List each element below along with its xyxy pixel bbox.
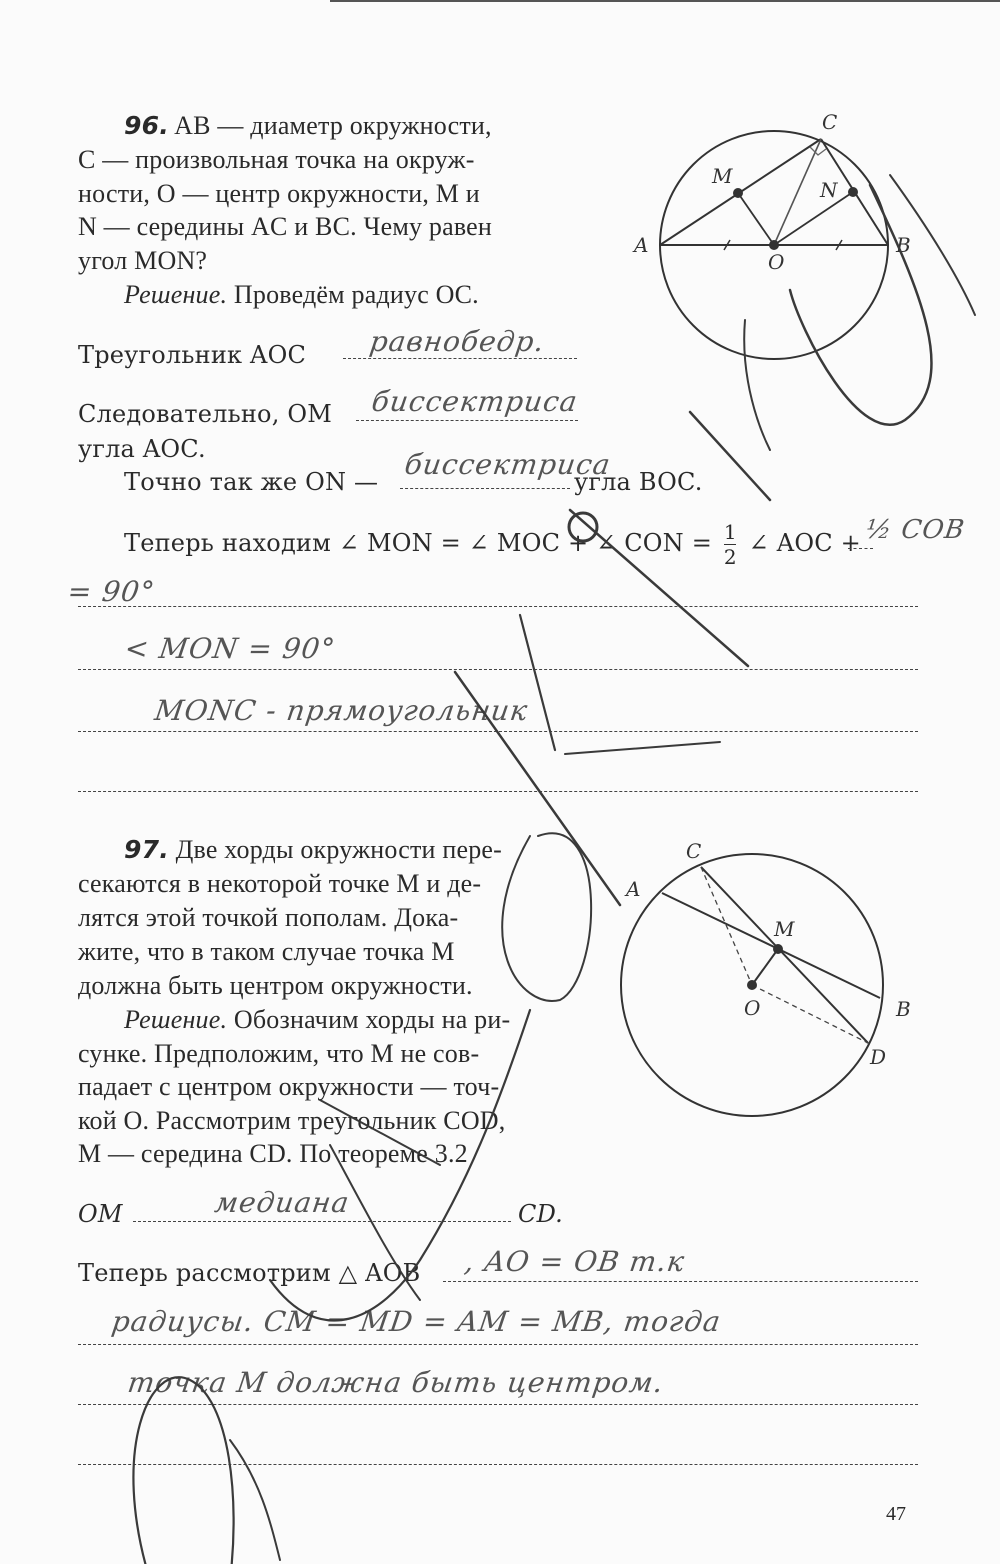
handwritten-answer-2: биссектриса (369, 385, 580, 418)
problem-96-om-suffix: угла AOC. (78, 435, 206, 463)
problem-97-om-suffix: CD. (518, 1200, 563, 1228)
svg-text:A: A (634, 233, 649, 257)
problem-96-on-suffix: угла BOC. (574, 468, 703, 496)
answer-blank-1[interactable] (343, 358, 577, 359)
problem-97-solution-line-1: Решение. Обозначим хорды на ри- (124, 1005, 511, 1034)
problem-96-on-label: Точно так же ON — (124, 468, 379, 496)
figure-97-circle-diagram (610, 830, 930, 1140)
writing-line-97-1[interactable] (78, 1344, 918, 1345)
writing-line-97-2[interactable] (78, 1404, 918, 1405)
answer-blank-formula[interactable] (848, 548, 873, 549)
handwritten-answer-aob: , AO = OB т.к (462, 1245, 688, 1278)
problem-97-om-label: OM (78, 1200, 123, 1228)
problem-97-line-4: жите, что в таком случае точка M (78, 937, 455, 966)
problem-97-line-1: 97. Две хорды окружности пере- (124, 835, 502, 864)
handwritten-line-97-1: радиусы. CM = MD = AM = MB, тогда (109, 1305, 724, 1338)
svg-text:D: D (870, 1045, 887, 1069)
problem-96-line-4: N — середины AC и BC. Чему равен (78, 212, 493, 241)
svg-text:B: B (896, 233, 911, 257)
problem-96-om-label: Следовательно, OM (78, 400, 333, 428)
problem-96-line-1: 96. AB — диаметр окружности, (124, 111, 492, 140)
answer-blank-3[interactable] (400, 488, 570, 489)
svg-text:M: M (712, 164, 733, 188)
fraction-half: $\frac{1}{2}$ (723, 520, 737, 569)
answer-blank-om[interactable] (133, 1221, 511, 1222)
problem-97-solution-line-3: падает с центром окружности — точ- (78, 1072, 500, 1101)
problem-97-aob-label: Теперь рассмотрим △ AOB (78, 1259, 421, 1287)
handwritten-line-3: MONC - прямоугольник (152, 694, 531, 727)
problem-96-formula: Теперь находим ∠ MON = ∠ MOC + ∠ CON = $\frac{1}{2}$ ∠ AOC + (124, 520, 861, 569)
svg-text:C: C (686, 839, 702, 863)
writing-line-97-3[interactable] (78, 1464, 918, 1465)
problem-97-solution-line-5: M — середина CD. По теореме 3.2 (78, 1139, 468, 1168)
svg-text:C: C (822, 110, 838, 134)
handwritten-answer-1: равнобедр. (367, 325, 547, 358)
handwritten-formula-answer: ½ COB (863, 515, 967, 545)
page-number: 47 (886, 1503, 906, 1525)
writing-line-2[interactable] (78, 669, 918, 670)
problem-97-number: 97. (124, 835, 169, 864)
problem-97-line-5: должна быть центром окружности. (78, 971, 473, 1000)
problem-96-line-2: C — произвольная точка на окруж- (78, 145, 475, 174)
svg-text:N: N (820, 178, 838, 202)
page-top-edge (330, 0, 1000, 2)
problem-96-line-5: угол MON? (78, 246, 208, 275)
handwritten-answer-3: биссектриса (402, 448, 613, 481)
writing-line-1[interactable] (78, 606, 918, 607)
svg-text:O: O (768, 250, 785, 274)
svg-text:O: O (744, 996, 761, 1020)
handwritten-line-2: < MON = 90° (122, 632, 338, 665)
handwritten-line-1: = 90° (65, 575, 158, 608)
problem-97-line-2: секаются в некоторой точке M и де- (78, 869, 482, 898)
writing-line-3[interactable] (78, 731, 918, 732)
svg-text:M: M (774, 917, 795, 941)
problem-97-solution-line-4: кой O. Рассмотрим треугольник COD, (78, 1106, 506, 1135)
problem-96-number: 96. (124, 111, 169, 140)
problem-96-line-3: ности, O — центр окружности, M и (78, 179, 480, 208)
handwritten-answer-om: медиана (212, 1186, 352, 1219)
problem-97-solution-line-2: сунке. Предположим, что M не сов- (78, 1039, 480, 1068)
writing-line-4[interactable] (78, 791, 918, 792)
figure-96-circle-diagram (620, 105, 920, 385)
answer-blank-aob[interactable] (443, 1281, 918, 1282)
answer-blank-2[interactable] (356, 420, 578, 421)
handwritten-line-97-2: точка M должна быть центром. (125, 1366, 666, 1399)
svg-text:A: A (626, 877, 641, 901)
problem-96-triangle-label: Треугольник AOC (78, 341, 307, 369)
svg-text:B: B (896, 997, 911, 1021)
problem-96-solution-intro: Решение. Проведём радиус OC. (124, 280, 479, 309)
problem-97-line-3: лятся этой точкой пополам. Дока- (78, 903, 459, 932)
